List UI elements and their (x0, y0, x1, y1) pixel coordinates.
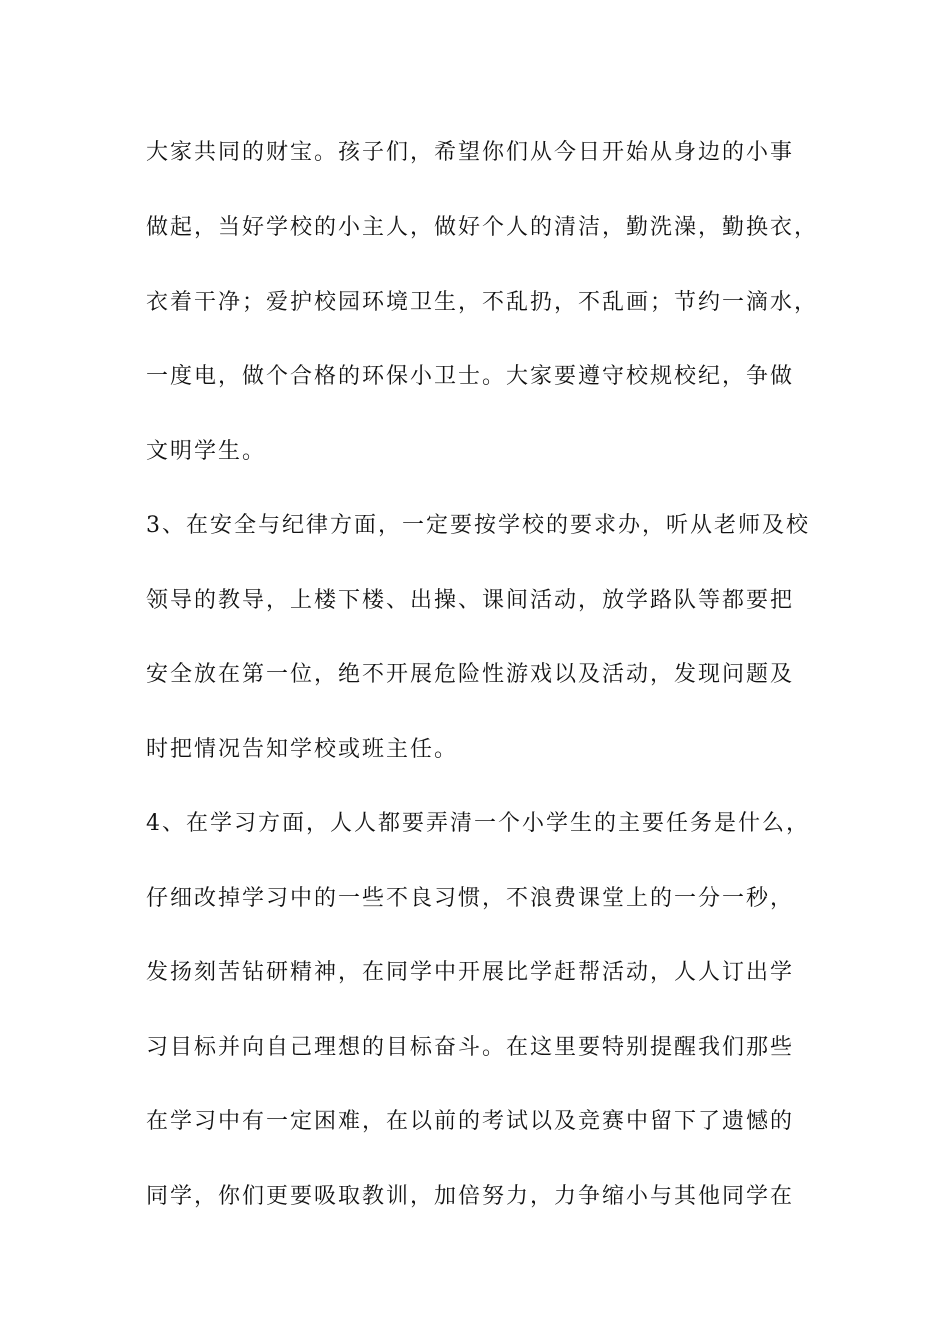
text-line: 衣着干净；爱护校园环境卫生，不乱扔，不乱画；节约一滴水， (146, 290, 819, 315)
text-line: 时把情况告知学校或班主任。 (146, 737, 459, 762)
text-line: 安全放在第一位，绝不开展危险性游戏以及活动，发现问题及 (146, 662, 795, 687)
text-line: 一度电，做个合格的环保小卫士。大家要遵守校规校纪，争做 (146, 364, 795, 389)
text-line: 习目标并向自己理想的目标奋斗。在这里要特别提醒我们那些 (146, 1035, 795, 1060)
text-line: 大家共同的财宝。孩子们，希望你们从今日开始从身边的小事 (146, 140, 795, 165)
text-line: 同学，你们更要吸取教训，加倍努力，力争缩小与其他同学在 (146, 1184, 795, 1209)
text-line: 仔细改掉学习中的一些不良习惯，不浪费课堂上的一分一秒， (146, 886, 795, 911)
text-line: 在学习中有一定困难，在以前的考试以及竞赛中留下了遗憾的 (146, 1109, 795, 1134)
text-line: 4、在学习方面，人人都要弄清一个小学生的主要任务是什么， (146, 811, 810, 836)
text-line: 领导的教导，上楼下楼、出操、课间活动，放学路队等都要把 (146, 588, 795, 613)
text-line: 3、在安全与纪律方面，一定要按学校的要求办，听从老师及校 (146, 513, 810, 538)
text-line: 发扬刻苦钻研精神，在同学中开展比学赶帮活动，人人订出学 (146, 960, 795, 985)
text-line: 做起，当好学校的小主人，做好个人的清洁，勤洗澡，勤换衣， (146, 215, 819, 240)
text-line: 文明学生。 (146, 439, 267, 464)
